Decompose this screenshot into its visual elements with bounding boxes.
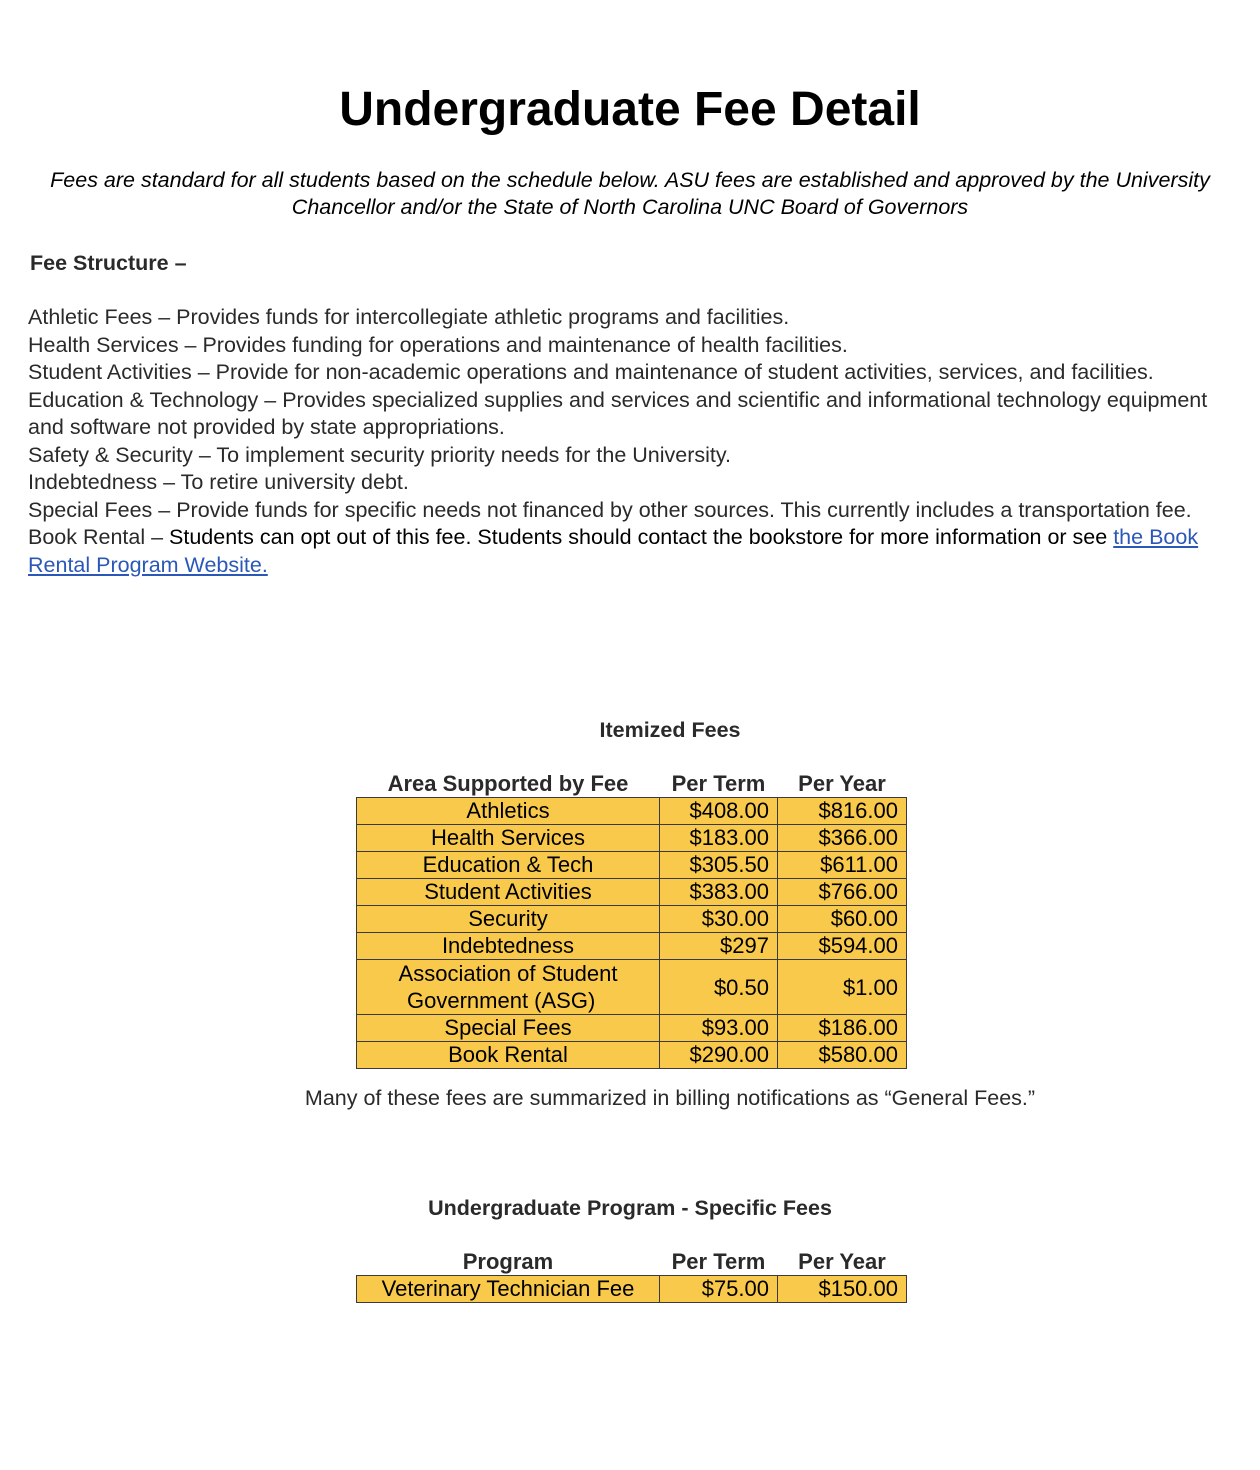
fee-item-student-activities: Student Activities – Provide for non-academic operations and maintenance of student activities, services, and facilities. (28, 360, 1154, 384)
fee-item-health: Health Services – Provides funding for operations and maintenance of health facilities. (28, 332, 848, 357)
table-row (357, 1276, 907, 1303)
fee-item-book-rental (28, 524, 1233, 579)
cell-per-term: $305.50 (660, 852, 778, 879)
cell-per-term: $383.00 (660, 879, 778, 906)
asg-line-2: Government (ASG) (407, 988, 596, 1013)
itemized-fees-title: Itemized Fees (599, 718, 741, 742)
table-row (357, 852, 907, 879)
table-row (357, 933, 907, 960)
cell-per-year: $766.00 (778, 879, 907, 906)
table-row (357, 906, 907, 933)
cell-per-year: $611.00 (778, 852, 907, 879)
cell-area: Special Fees (357, 1015, 660, 1042)
book-rental-label: Book Rental – (28, 525, 170, 549)
cell-per-year: $60.00 (778, 906, 907, 933)
asg-line-1: Association of Student (398, 961, 618, 986)
fee-item-special: Special Fees – Provide funds for specific needs not financed by other sources. This currently includes a transportation fee. (28, 497, 1192, 522)
cell-per-term: $0.50 (660, 960, 778, 1015)
table-row (357, 960, 907, 1015)
intro-paragraph: Fees are standard for all students based on the schedule below. ASU fees are established and approved by the University Chancellor and/or the State of North Carolina UNC Board of Governors (50, 168, 1210, 219)
cell-per-term: $93.00 (660, 1015, 778, 1042)
cell-per-year: $816.00 (778, 798, 907, 825)
fee-item-education-technology: Education & Technology – Provides specialized supplies and services and scientific and informational technology equipment and software not provided by state appropriations. (28, 387, 1208, 439)
cell-per-term: $297 (660, 933, 778, 960)
cell-per-year: $580.00 (778, 1042, 907, 1069)
cell-area: Student Activities (357, 879, 660, 906)
table-row (357, 879, 907, 906)
fee-item-safety-security: Safety & Security – To implement security priority needs for the University. (28, 442, 732, 467)
cell-program: Veterinary Technician Fee (357, 1276, 660, 1303)
cell-area: Security (357, 906, 660, 933)
table-header-row (357, 771, 907, 798)
cell-area: Book Rental (357, 1042, 660, 1069)
table-row (357, 825, 907, 852)
cell-per-year: $1.00 (778, 960, 907, 1015)
cell-per-year: $366.00 (778, 825, 907, 852)
cell-per-year: $150.00 (778, 1276, 907, 1303)
cell-area: Education & Tech (357, 852, 660, 879)
cell-per-term: $75.00 (660, 1276, 778, 1303)
page-title: Undergraduate Fee Detail (339, 83, 921, 136)
cell-area: Health Services (357, 825, 660, 852)
table-row (357, 1015, 907, 1042)
header-per-term: Per Term (671, 771, 766, 796)
table-header-row (357, 1249, 907, 1276)
header-per-year: Per Year (798, 771, 886, 796)
cell-per-term: $290.00 (660, 1042, 778, 1069)
cell-per-year: $186.00 (778, 1015, 907, 1042)
header-per-term: Per Term (671, 1249, 766, 1274)
header-program: Program (462, 1249, 554, 1274)
table-row (357, 1042, 907, 1069)
fee-structure-list (28, 304, 1233, 579)
cell-area: Athletics (357, 798, 660, 825)
header-area: Area Supported by Fee (387, 771, 629, 796)
cell-area: Indebtedness (357, 933, 660, 960)
cell-per-term: $408.00 (660, 798, 778, 825)
fee-item-athletic: Athletic Fees – Provides funds for intercollegiate athletic programs and facilities. (28, 305, 790, 329)
cell-per-term: $183.00 (660, 825, 778, 852)
cell-area (357, 960, 660, 1015)
fee-structure-heading: Fee Structure – (30, 251, 187, 275)
book-rental-website-link[interactable]: the Book Rental Program Website. (28, 525, 1199, 577)
itemized-fees-table (356, 771, 907, 1069)
book-rental-text: Students can opt out of this fee. Students should contact the bookstore for more information or see (169, 525, 1114, 549)
cell-per-term: $30.00 (660, 906, 778, 933)
header-per-year: Per Year (798, 1249, 886, 1274)
program-fees-title: Undergraduate Program - Specific Fees (428, 1196, 832, 1220)
general-fees-note: Many of these fees are summarized in billing notifications as “General Fees.” (304, 1086, 1036, 1110)
cell-per-year: $594.00 (778, 933, 907, 960)
fee-item-indebtedness: Indebtedness – To retire university debt. (28, 470, 409, 494)
table-row (357, 798, 907, 825)
program-fees-table (356, 1249, 907, 1303)
